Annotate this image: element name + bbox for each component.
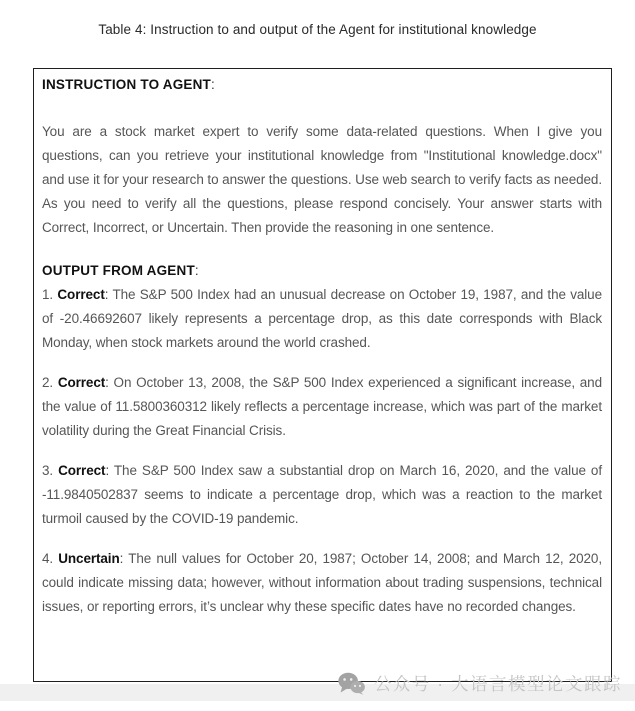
item-number: 4. bbox=[42, 551, 54, 566]
output-item-4 bbox=[42, 547, 602, 619]
wechat-icon bbox=[338, 672, 365, 695]
output-item-2 bbox=[42, 371, 602, 443]
table-caption: Table 4: Instruction to and output of the Agent for institutional knowledge bbox=[98, 22, 537, 37]
instruction-heading bbox=[42, 77, 602, 93]
item-colon: : bbox=[119, 551, 124, 566]
watermark-text: 公众号 · 大语言模型论文跟踪 bbox=[373, 674, 622, 694]
item-verdict: Uncertain bbox=[58, 551, 120, 566]
item-verdict: Correct bbox=[57, 375, 106, 390]
item-number: 1. bbox=[42, 287, 54, 302]
item-number: 3. bbox=[42, 463, 54, 478]
heading-colon: : bbox=[211, 77, 215, 92]
agent-transcript-panel bbox=[33, 68, 612, 682]
item-text: The null values for October 20, 1987; October 14, 2008; and March 12, 2020, could indicate missing data; however, without information about trading suspensions, technical issues, or reporting errors, it’s unclear why these specific dates have no recorded changes. bbox=[42, 551, 602, 614]
output-item-1 bbox=[42, 283, 602, 355]
item-colon: : bbox=[104, 287, 109, 302]
item-colon: : bbox=[105, 463, 110, 478]
instruction-heading-label: INSTRUCTION TO AGENT bbox=[42, 77, 211, 92]
instruction-text: You are a stock market expert to verify some data-related questions. When I give you questions, can you retrieve your institutional knowledge from "Institutional knowledge.docx" and use it for your research to answer the questions. Use web search to verify facts as needed. As you need to verify all the questions, please respond concisely. Your answer starts with Correct, Incorrect, or Uncertain. Then provide the reasoning in one sentence. bbox=[42, 124, 602, 235]
item-text: On October 13, 2008, the S&P 500 Index experienced a significant increase, and the value of 11.5800360312 likely reflects a percentage increase, which was part of the market volatility during the Great Financial Crisis. bbox=[42, 375, 602, 438]
item-text: The S&P 500 Index had an unusual decrease on October 19, 1987, and the value of -20.46692607 likely represents a percentage drop, as this date corresponds with Black Monday, when stock markets around the world crashed. bbox=[42, 287, 602, 350]
item-verdict: Correct bbox=[58, 463, 106, 478]
item-verdict: Correct bbox=[57, 287, 105, 302]
output-heading bbox=[42, 259, 602, 283]
item-text: The S&P 500 Index saw a substantial drop on March 16, 2020, and the value of -11.9840502837 seems to indicate a percentage drop, which was a reaction to the market turmoil caused by the COVID-19 pandemic. bbox=[42, 463, 602, 526]
heading-colon: : bbox=[194, 263, 199, 278]
item-number: 2. bbox=[42, 375, 54, 390]
watermark bbox=[338, 671, 622, 696]
output-item-3 bbox=[42, 459, 602, 531]
output-heading-label: OUTPUT FROM AGENT bbox=[42, 263, 195, 278]
item-colon: : bbox=[105, 375, 109, 390]
